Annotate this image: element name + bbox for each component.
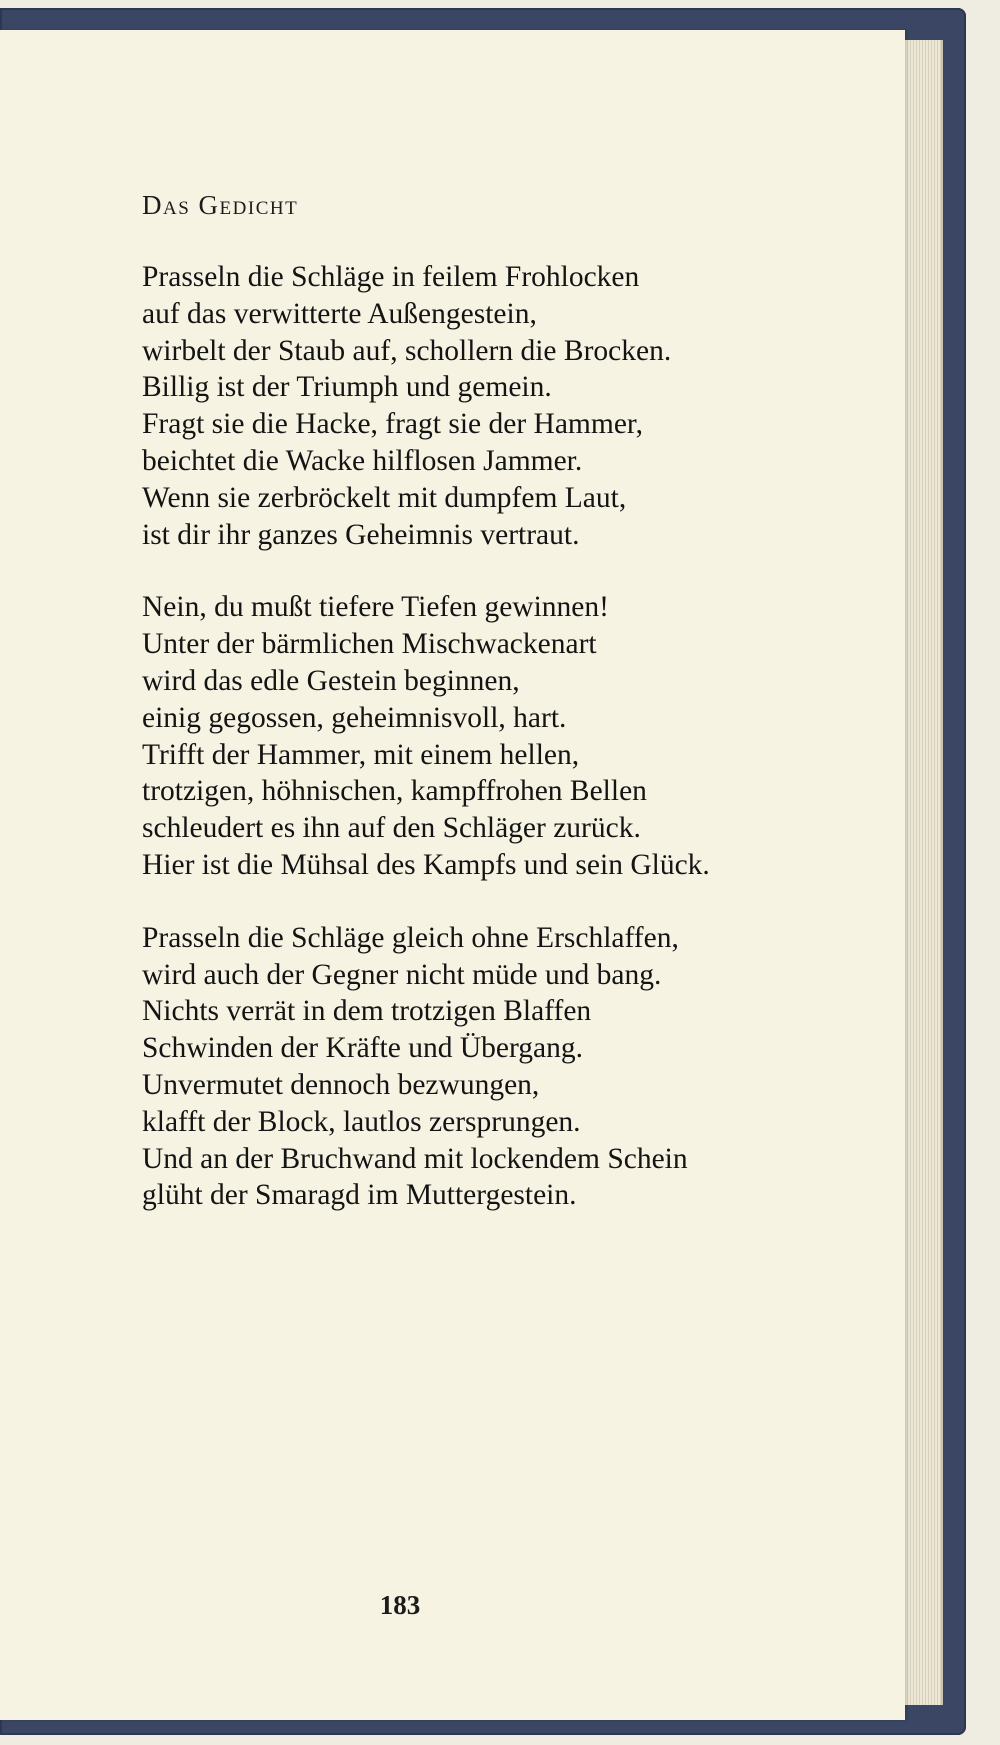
poem-line: Und an der Bruchwand mit lockendem Schein (142, 1142, 688, 1175)
poem-line: trotzigen, höhnischen, kampffrohen Bellen (142, 775, 647, 808)
poem-line: beichtet die Wacke hilflosen Jammer. (142, 444, 583, 477)
page-edges (905, 40, 943, 1705)
poem-line: einig gegossen, geheimnisvoll, hart. (142, 701, 567, 734)
poem-line: wird das edle Gestein beginnen, (142, 664, 520, 697)
poem (142, 259, 902, 1250)
poem-line: schleudert es ihn auf den Schläger zurück. (142, 812, 641, 845)
stanza-3 (142, 920, 902, 1214)
poem-line: Unter der bärmlichen Mischwackenart (142, 628, 597, 661)
poem-line: Unvermutet dennoch bezwungen, (142, 1068, 540, 1101)
poem-line: wirbelt der Staub auf, schollern die Brocken. (142, 334, 672, 367)
stanza-2 (142, 589, 902, 883)
poem-line: wird auch der Gegner nicht müde und bang. (142, 958, 662, 991)
poem-line: Fragt sie die Hacke, fragt sie der Hammer, (142, 408, 643, 441)
stanza-1 (142, 259, 902, 553)
poem-line: Billig ist der Triumph und gemein. (142, 371, 552, 404)
poem-line: Nein, du mußt tiefere Tiefen gewinnen! (142, 591, 609, 624)
page-number: 183 (379, 1590, 421, 1620)
poem-line: glüht der Smaragd im Muttergestein. (142, 1179, 577, 1212)
poem-line: Prasseln die Schläge in feilem Frohlocken (142, 261, 640, 293)
poem-line: Prasseln die Schläge gleich ohne Erschlaffen, (142, 921, 679, 954)
poem-line: Hier ist die Mühsal des Kampfs und sein Glück. (142, 848, 710, 881)
poem-line: ist dir ihr ganzes Geheimnis vertraut. (142, 518, 580, 551)
book-page (0, 30, 905, 1720)
poem-line: Nichts verrät in dem trotzigen Blaffen (142, 995, 592, 1028)
poem-line: auf das verwitterte Außengestein, (142, 297, 537, 330)
running-header: Das Gedicht (142, 190, 299, 220)
poem-line: Trifft der Hammer, mit einem hellen, (142, 738, 580, 771)
poem-line: Schwinden der Kräfte und Übergang. (142, 1032, 584, 1065)
poem-line: klafft der Block, lautlos zersprungen. (142, 1105, 581, 1138)
poem-line: Wenn sie zerbröckelt mit dumpfem Laut, (142, 481, 627, 514)
